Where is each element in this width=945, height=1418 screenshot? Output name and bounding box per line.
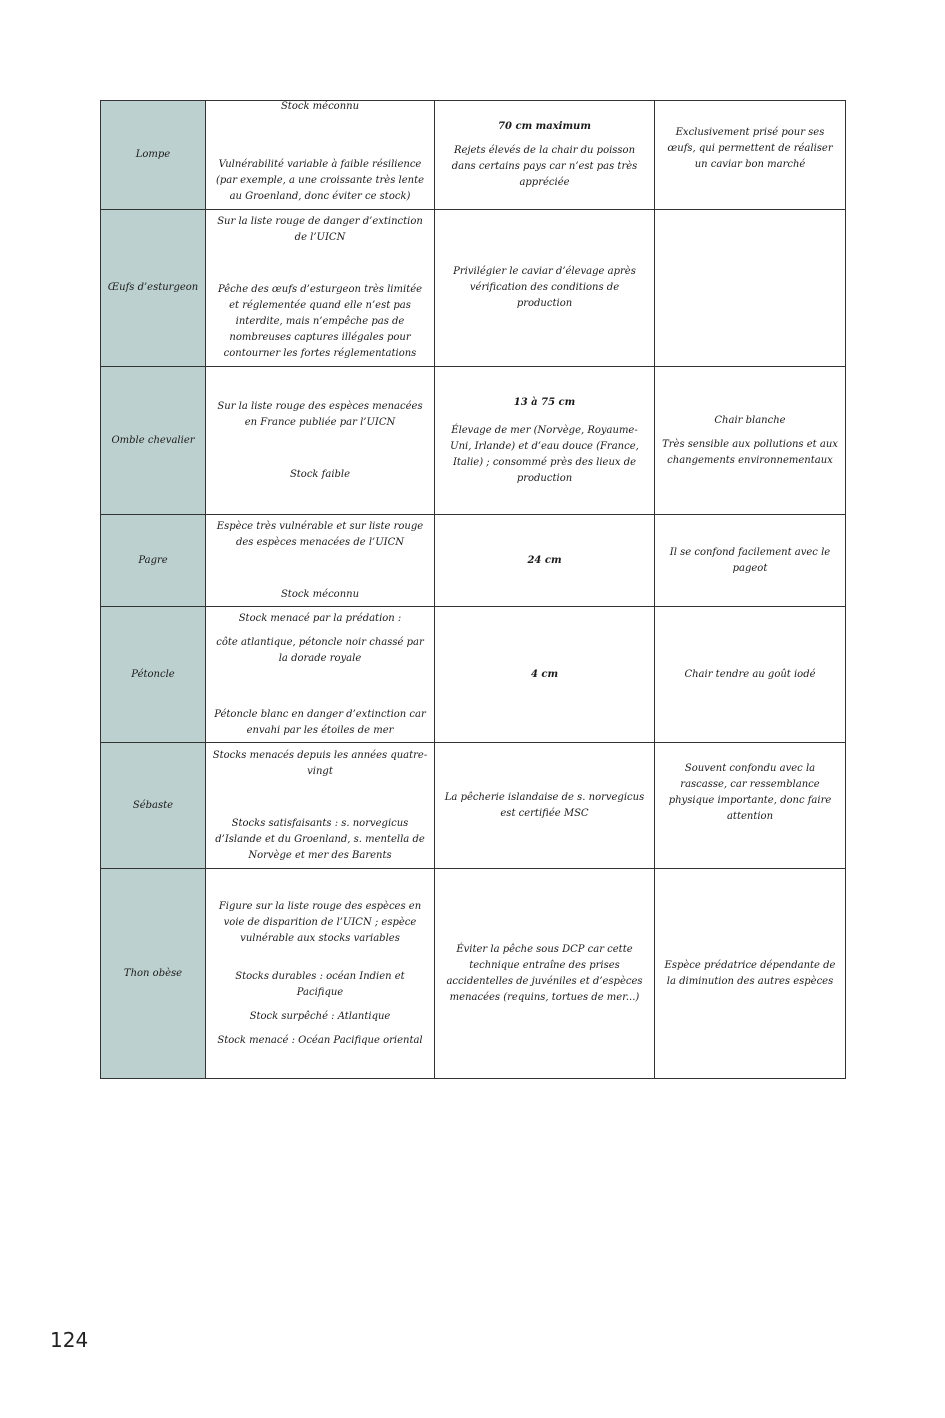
cell-text: Vulnérabilité variable à faible résilience (par exemple, a une croissante très lente au Groenland, donc éviter ce stock) (215, 159, 425, 202)
size-cell (435, 869, 655, 1079)
table-row (101, 367, 846, 515)
size-cell (435, 210, 655, 367)
cell-text: 13 à 75 cm (513, 396, 576, 408)
cell-text: Pétoncle blanc en danger d’extinction car envahi par les étoiles de mer (214, 708, 426, 736)
cell-text: La pêcherie islandaise de s. norvegicus est certifiée MSC (444, 791, 645, 819)
species-name: Sébaste (101, 743, 206, 869)
species-name: Thon obèse (101, 869, 206, 1079)
cell-text: 24 cm (527, 554, 562, 566)
size-cell (435, 367, 655, 515)
species-name: Pagre (101, 515, 206, 607)
species-name: Lompe (101, 101, 206, 210)
size-cell (435, 101, 655, 210)
cell-text: Stock menacé : Océan Pacifique oriental (217, 1034, 423, 1046)
status-cell (206, 101, 435, 210)
cell-text: Très sensible aux pollutions et aux changements environnementaux (662, 438, 838, 466)
notes-cell (655, 101, 846, 210)
notes-cell (655, 515, 846, 607)
cell-text: Il se confond facilement avec le pageot (669, 546, 831, 574)
cell-text: Stock surpêché : Atlantique (249, 1010, 391, 1022)
notes-cell (655, 607, 846, 743)
table-row (101, 101, 846, 210)
status-cell (206, 869, 435, 1079)
species-name: Pétoncle (101, 607, 206, 743)
size-cell (435, 515, 655, 607)
table-row (101, 869, 846, 1079)
cell-text: 70 cm maximum (498, 121, 591, 132)
notes-cell (655, 367, 846, 515)
cell-text: Stock méconnu (280, 101, 360, 112)
status-cell (206, 607, 435, 743)
cell-text: 4 cm (530, 668, 559, 680)
cell-text: Stocks satisfaisants : s. norvegicus d’Islande et du Groenland, s. mentella de Norvège et mer des Barents (215, 817, 425, 861)
cell-text: Éviter la pêche sous DCP car cette technique entraîne des prises accidentelles de juvéniles et d’espèces menacées (requins, tortues de mer...) (446, 943, 643, 1003)
cell-text: Pêche des œufs d’esturgeon très limitée et réglementée quand elle n’est pas interdite, mais n’empêche pas de nombreuses captures illégales pour contourner les fortes réglementations (217, 284, 423, 359)
notes-cell (655, 210, 846, 367)
table-row (101, 743, 846, 869)
table-row (101, 607, 846, 743)
status-cell (206, 743, 435, 869)
table-row (101, 515, 846, 607)
cell-text: Figure sur la liste rouge des espèces en voie de disparition de l’UICN ; espèce vulnérable aux stocks variables (218, 900, 422, 944)
cell-text: Stocks menacés depuis les années quatre-vingt (212, 749, 428, 777)
table-row (101, 210, 846, 367)
cell-text: Espèce prédatrice dépendante de la diminution des autres espèces (664, 959, 836, 987)
cell-text: côte atlantique, pétoncle noir chassé par la dorade royale (216, 636, 424, 664)
status-cell (206, 515, 435, 607)
cell-text: Stock menacé par la prédation : (238, 612, 402, 624)
cell-text: Stock faible (289, 468, 351, 480)
cell-text: Stocks durables : océan Indien et Pacifique (235, 970, 405, 998)
page-number: 124 (50, 1328, 89, 1352)
cell-text: Souvent confondu avec la rascasse, car ressemblance physique importante, donc faire attention (668, 763, 832, 822)
cell-text: Espèce très vulnérable et sur liste rouge des espèces menacées de l’UICN (216, 520, 424, 548)
cell-text: Sur la liste rouge des espèces menacées en France publiée par l’UICN (217, 400, 423, 428)
notes-cell (655, 869, 846, 1079)
species-table (100, 100, 846, 1079)
size-cell (435, 743, 655, 869)
status-cell (206, 367, 435, 515)
cell-text: Sur la liste rouge de danger d’extinction de l’UICN (217, 216, 423, 243)
notes-cell (655, 743, 846, 869)
cell-text: Exclusivement prisé pour ses œufs, qui permettent de réaliser un caviar bon marché (667, 127, 833, 170)
cell-text: Élevage de mer (Norvège, Royaume-Uni, Irlande) et d’eau douce (France, Italie) ; consommé près des lieux de production (450, 424, 639, 484)
species-name: Omble chevalier (101, 367, 206, 515)
status-cell (206, 210, 435, 367)
cell-text: Chair tendre au goût iodé (684, 668, 816, 680)
size-cell (435, 607, 655, 743)
cell-text: Rejets élevés de la chair du poisson dans certains pays car n’est pas très appréciée (451, 145, 638, 188)
species-name: Œufs d’esturgeon (101, 210, 206, 367)
cell-text: Privilégier le caviar d’élevage après vérification des conditions de production (453, 266, 636, 309)
cell-text: Chair blanche (714, 414, 786, 426)
cell-text: Stock méconnu (280, 588, 360, 600)
